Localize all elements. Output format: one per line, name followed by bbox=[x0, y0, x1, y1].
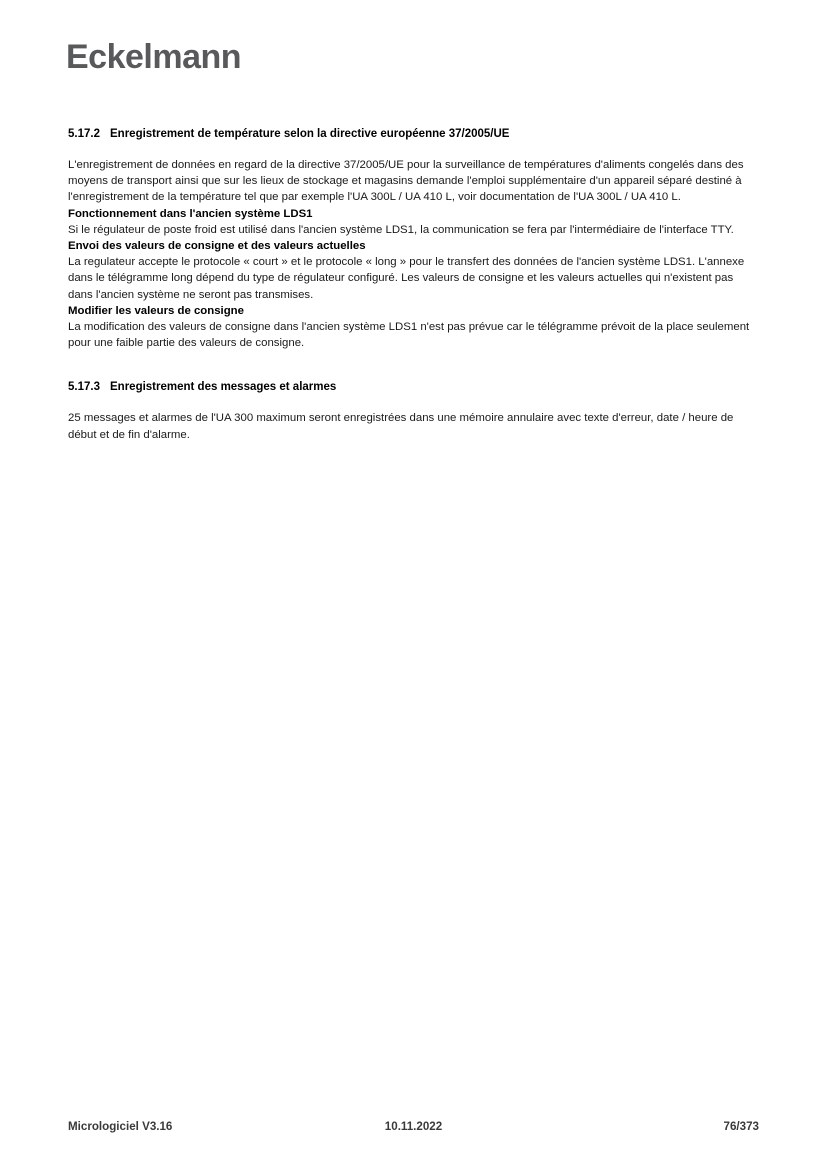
section-heading-5-17-2 bbox=[68, 127, 758, 142]
paragraph: L'enregistrement de données en regard de la directive 37/2005/UE pour la surveillance de températures d'aliments congelés dans des moyens de transport ainsi que sur les lieux de stockage et magasins demande l'emploi supplémentaire d'un appareil séparé destiné à l'enregistrement de la température tel que par exemple l'UA 300L / UA 410 L, voir documentation de l'UA 300L / UA 410 L. bbox=[68, 158, 744, 204]
section-number: 5.17.2 bbox=[68, 128, 100, 140]
document-body bbox=[68, 127, 758, 443]
company-logo: Eckelmann bbox=[66, 38, 242, 76]
page-footer bbox=[68, 1120, 759, 1133]
paragraph: La regulateur accepte le protocole « court » et le protocole « long » pour le transfert des données de l'ancien système LDS1. L'annexe dans le télégramme long dépend du type de régulateur configuré. Les valeurs de consigne et les valeurs actuelles qui n'existent pas dans l'ancien système ne seront pas transmises. bbox=[68, 256, 745, 301]
paragraph: Si le régulateur de poste froid est utilisé dans l'ancien système LDS1, la communication se fera par l'intermédiaire de l'interface TTY. bbox=[68, 223, 734, 236]
section-spacer bbox=[68, 351, 758, 380]
footer-date: 10.11.2022 bbox=[384, 1120, 443, 1133]
section-title: Enregistrement des messages et alarmes bbox=[110, 381, 337, 394]
footer-left: Micrologiciel V3.16 bbox=[68, 1120, 173, 1133]
subheading: Modifier les valeurs de consigne bbox=[68, 304, 244, 317]
section-number: 5.17.3 bbox=[68, 381, 100, 394]
footer-page-number: 76/373 bbox=[723, 1120, 759, 1133]
section-heading-5-17-3 bbox=[68, 380, 758, 395]
paragraph: 25 messages et alarmes de l'UA 300 maximum seront enregistrées dans une mémoire annulaire avec texte d'erreur, date / heure de début et de fin d'alarme. bbox=[68, 412, 734, 441]
paragraph: La modification des valeurs de consigne dans l'ancien système LDS1 n'est pas prévue car le télégramme prévoit de la place seulement pour une faible partie des valeurs de consigne. bbox=[68, 320, 750, 350]
subheading: Envoi des valeurs de consigne et des valeurs actuelles bbox=[68, 239, 366, 252]
subheading: Fonctionnement dans l'ancien système LDS1 bbox=[68, 207, 313, 220]
section-title: Enregistrement de température selon la directive européenne 37/2005/UE bbox=[110, 128, 510, 140]
